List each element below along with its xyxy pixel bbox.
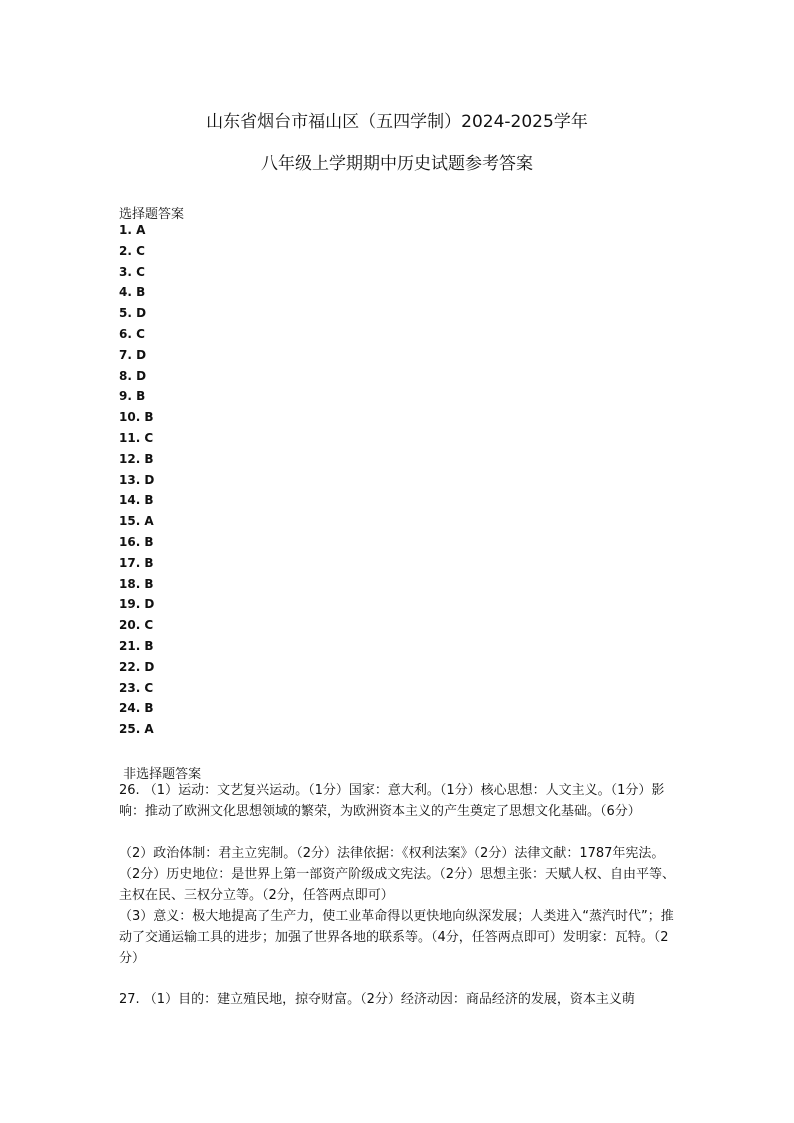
answer-item: 6. C [119,326,145,341]
answer-item: 3. C [119,264,145,279]
answer-item: 9. B [119,389,146,404]
answer-item: 12. B [119,451,154,466]
answer-item: 7. D [119,347,147,362]
answer-item: 11. C [119,430,154,445]
answer-item: 24. B [119,701,154,716]
answer-item: 22. D [119,659,155,674]
document-subtitle: 八年级上学期期中历史试题参考答案 [261,154,533,174]
answer-item: 17. B [119,555,154,570]
q26-part1: 26. （1）运动：文艺复兴运动。（1分）国家：意大利。（1分）核心思想：人文主义。（1分）影响：推动了欧洲文化思想领域的繁荣，为欧洲资本主义的产生奠定了思想文化基础。（6分） [119,783,665,819]
answer-item: 4. B [119,285,146,300]
q26-part2: （2）政治体制：君主立宪制。（2分）法律依据：《权利法案》（2分）法律文献：1787年宪法。（2分）历史地位：是世界上第一部资产阶级成文宪法。（2分）思想主张：天赋人权、自由平等、主权在民、三权分立等。（2分，任答两点即可） [119,846,676,903]
answer-item: 15. A [119,514,154,529]
non-choice-section-label: 非选择题答案 [119,767,202,782]
answer-item: 8. D [119,368,147,383]
document-title: 山东省烟台市福山区（五四学制）2024-2025学年 [206,112,588,132]
answer-item: 1. A [119,223,146,237]
answer-item: 25. A [119,722,154,737]
answer-item: 10. B [119,410,154,425]
answer-item: 19. D [119,597,155,612]
answer-item: 21. B [119,638,154,653]
choice-section-label: 选择题答案 [119,207,185,222]
answer-item: 18. B [119,576,154,591]
answer-item: 5. D [119,306,147,321]
answer-item: 16. B [119,534,154,549]
answer-item: 13. D [119,472,155,487]
q26-part3: （3）意义：极大地提高了生产力，使工业革命得以更快地向纵深发展；人类进入“蒸汽时代”；推动了交通运输工具的进步；加强了世界各地的联系等。（4分，任答两点即可）发明家：瓦特。（2分） [119,909,674,966]
answer-item: 20. C [119,618,154,633]
answer-item: 23. C [119,680,154,695]
answer-item: 14. B [119,493,154,508]
q27-part1: 27. （1）目的：建立殖民地，掠夺财富。（2分）经济动因：商品经济的发展，资本主义萌 [119,992,635,1007]
answer-item: 2. C [119,243,145,258]
choice-answer-list [119,224,154,744]
